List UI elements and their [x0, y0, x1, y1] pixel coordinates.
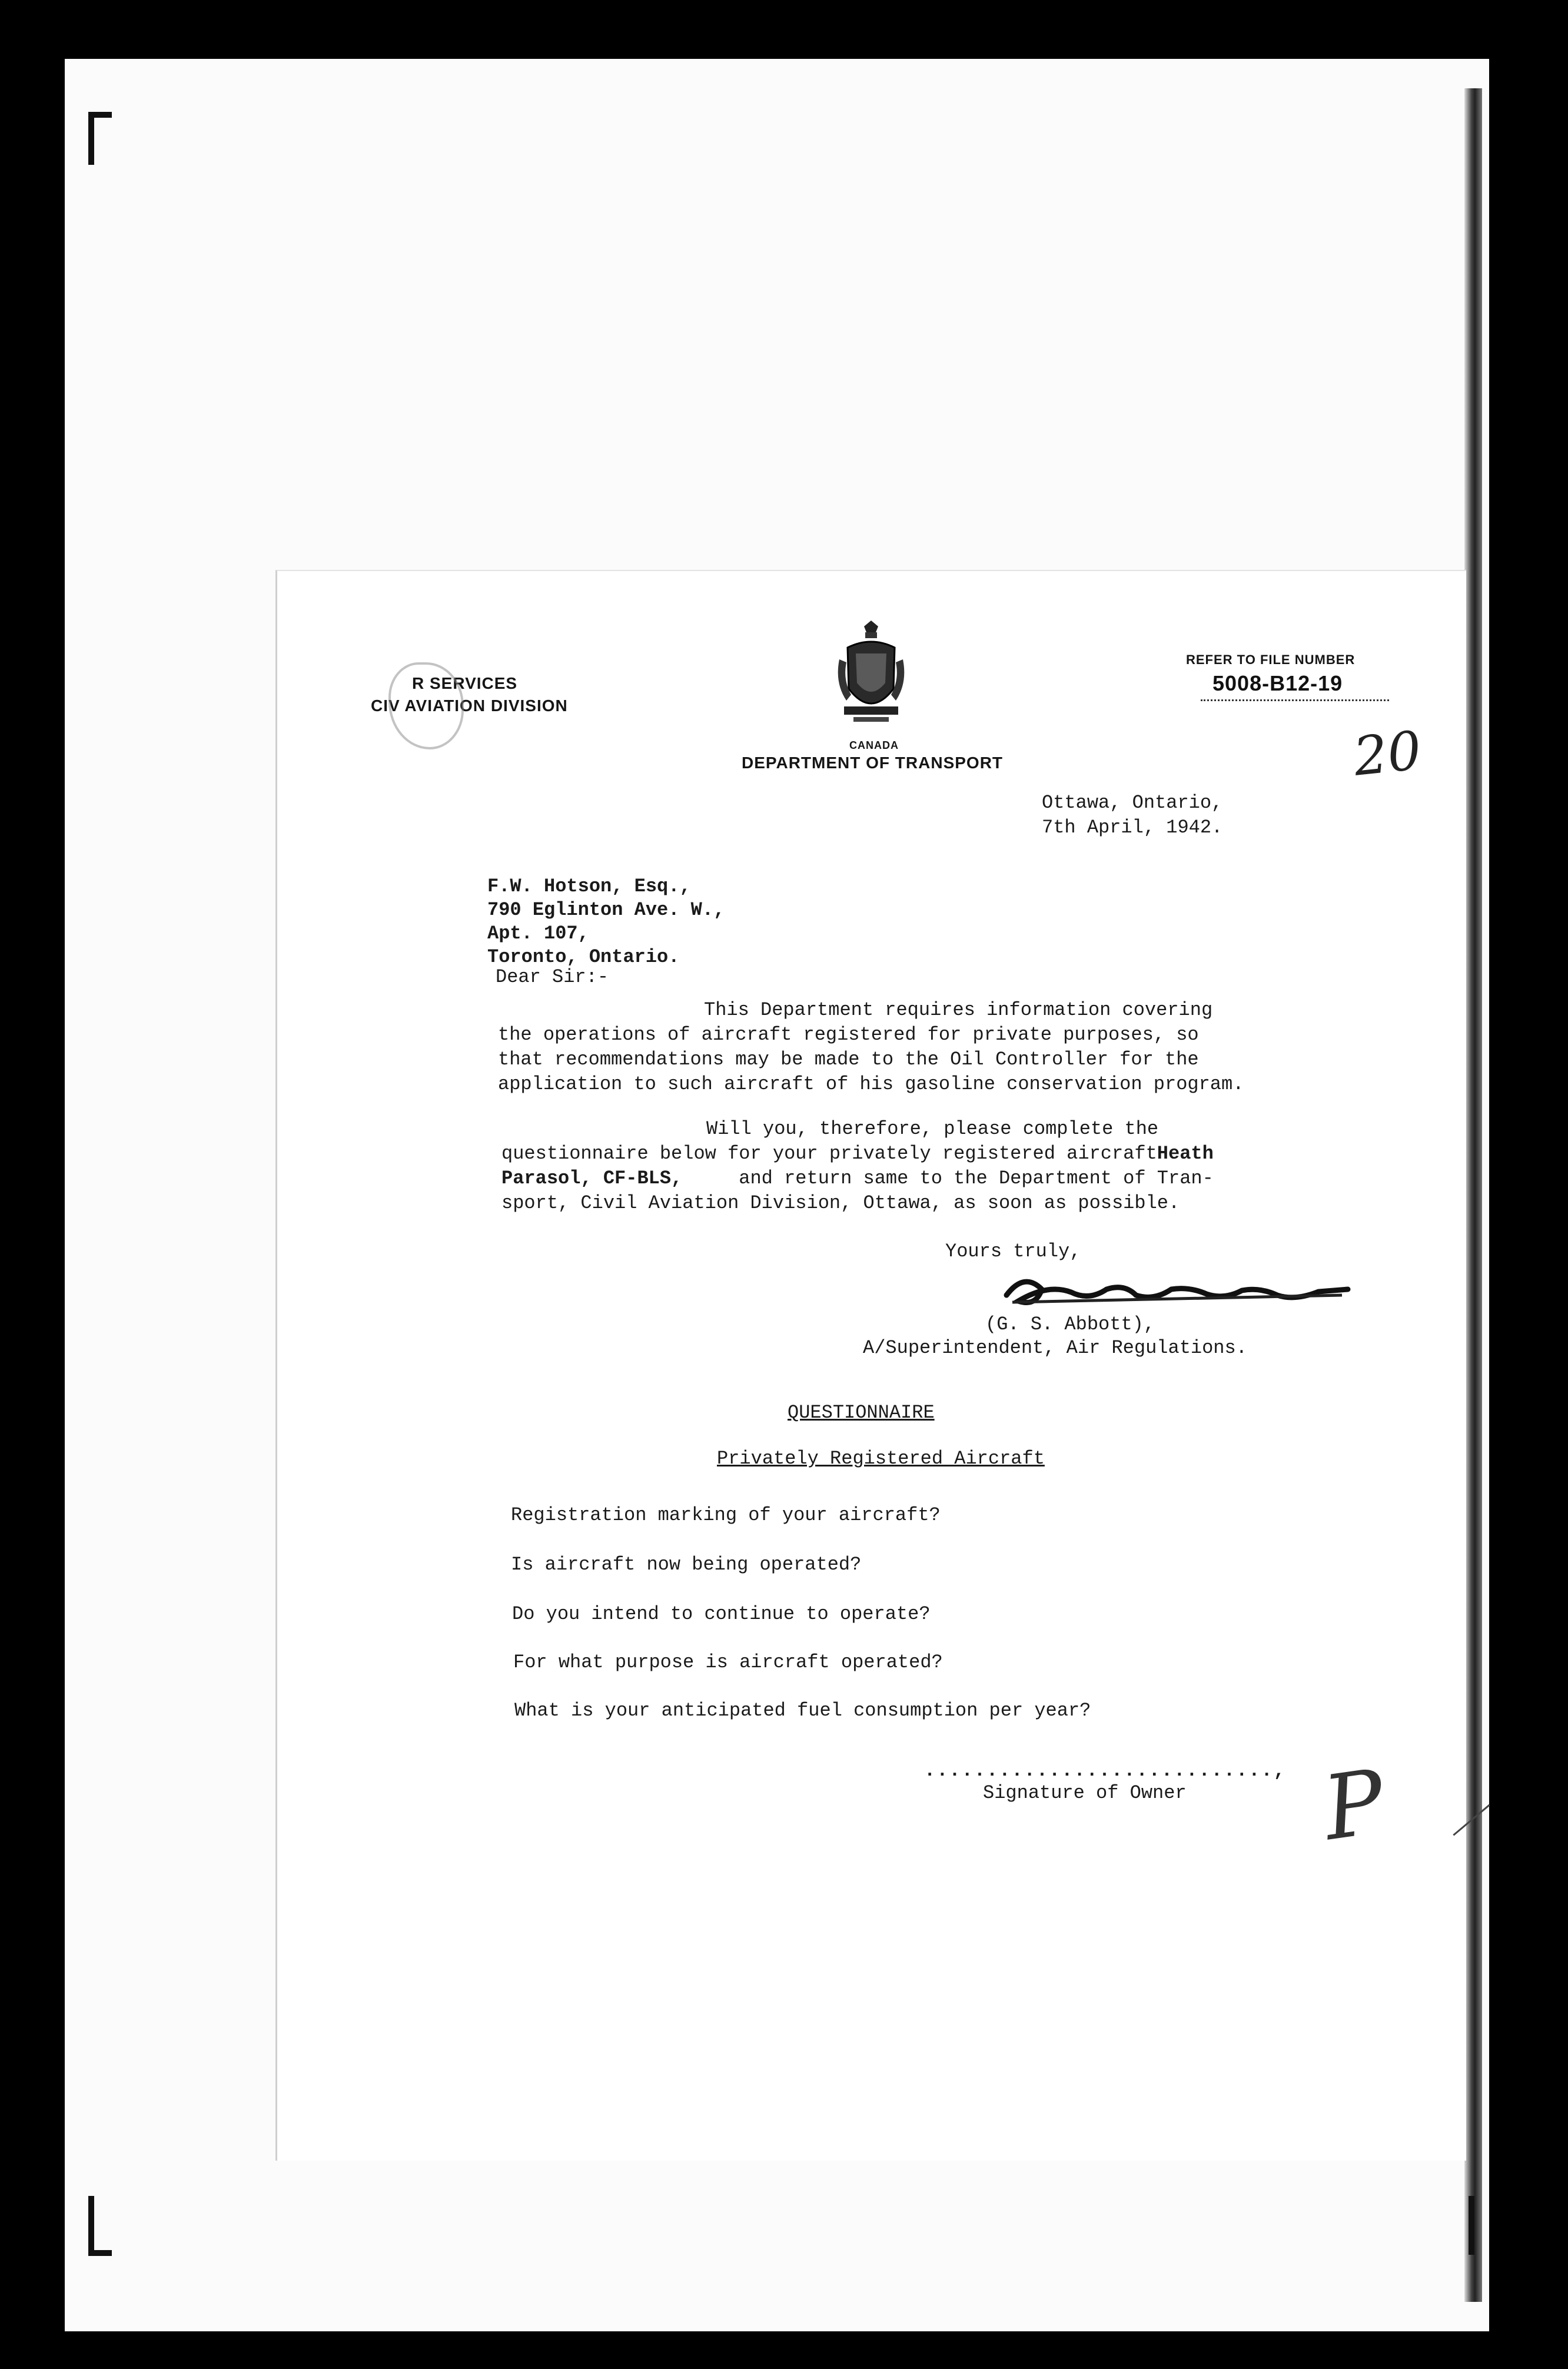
recipient-apt: Apt. 107,: [487, 923, 589, 944]
handwritten-number: 20: [1350, 719, 1424, 788]
question-continue: Do you intend to continue to operate?: [512, 1603, 931, 1625]
refer-to-file-label: REFER TO FILE NUMBER: [1186, 652, 1356, 667]
file-number-dotted-line: [1201, 699, 1389, 701]
recipient-name: F.W. Hotson, Esq.,: [487, 875, 691, 897]
letterhead-services: R SERVICES: [412, 674, 518, 692]
paragraph1-line1: This Department requires information covering: [704, 999, 1213, 1021]
paragraph2-line2-text: questionnaire below for your privately registered aircraft: [501, 1143, 1157, 1164]
paragraph2-line3-text: and return same to the Department of Tran-: [739, 1167, 1214, 1189]
letter-sheet: [275, 570, 1466, 2161]
question-purpose: For what purpose is aircraft operated?: [513, 1651, 943, 1673]
frame-corner-top-left-h: [88, 112, 112, 118]
canada-crest-icon: [830, 618, 912, 736]
recipient-city: Toronto, Ontario.: [487, 946, 680, 968]
letterhead-division: CIV AVIATION DIVISION: [371, 696, 568, 715]
date-line: 7th April, 1942.: [1042, 817, 1223, 838]
paragraph1-line4: application to such aircraft of his gasoline conservation program.: [498, 1073, 1244, 1095]
paragraph2-line3: [501, 1166, 1214, 1192]
questionnaire-subtitle: Privately Registered Aircraft: [717, 1448, 1045, 1469]
aircraft-type-part2: Parasol, CF-BLS,: [501, 1167, 683, 1189]
questionnaire-title: QUESTIONNAIRE: [788, 1402, 935, 1424]
place-line: Ottawa, Ontario,: [1042, 792, 1223, 814]
crest-label: CANADA: [849, 739, 899, 751]
signature-of-owner-label: Signature of Owner: [983, 1782, 1187, 1804]
salutation: Dear Sir:-: [496, 966, 609, 988]
frame-corner-top-left: [88, 112, 94, 165]
department-name: DEPARTMENT OF TRANSPORT: [742, 754, 1004, 772]
recipient-street: 790 Eglinton Ave. W.,: [487, 899, 725, 921]
paragraph1-line2: the operations of aircraft registered for private purposes, so: [498, 1024, 1199, 1046]
frame-corner-bottom-right: [1469, 2196, 1474, 2255]
question-registration: Registration marking of your aircraft?: [511, 1504, 941, 1526]
aircraft-type-part1: Heath: [1157, 1143, 1214, 1164]
handwritten-margin-mark: P: [1317, 1750, 1391, 1861]
paragraph1-line3: that recommendations may be made to the Oil Controller for the: [498, 1049, 1199, 1070]
question-fuel: What is your anticipated fuel consumption per year?: [514, 1700, 1091, 1721]
question-operated: Is aircraft now being operated?: [511, 1554, 862, 1575]
signatory-name: (G. S. Abbott),: [985, 1313, 1155, 1335]
handwritten-signature: [1001, 1266, 1354, 1319]
frame-corner-bottom-left-h: [88, 2250, 112, 2256]
frame-corner-bottom-left: [88, 2196, 94, 2255]
paragraph2-line4: sport, Civil Aviation Division, Ottawa, as soon as possible.: [501, 1192, 1180, 1214]
file-number: 5008-B12-19: [1212, 671, 1343, 695]
paragraph2-line2: [501, 1141, 1214, 1167]
closing: Yours truly,: [945, 1240, 1081, 1262]
signature-dotted-line: ............................,: [924, 1760, 1286, 1781]
signatory-title: A/Superintendent, Air Regulations.: [863, 1337, 1247, 1359]
paragraph2-line1: Will you, therefore, please complete the: [706, 1118, 1159, 1140]
frame-edge-right: [1464, 88, 1482, 2302]
